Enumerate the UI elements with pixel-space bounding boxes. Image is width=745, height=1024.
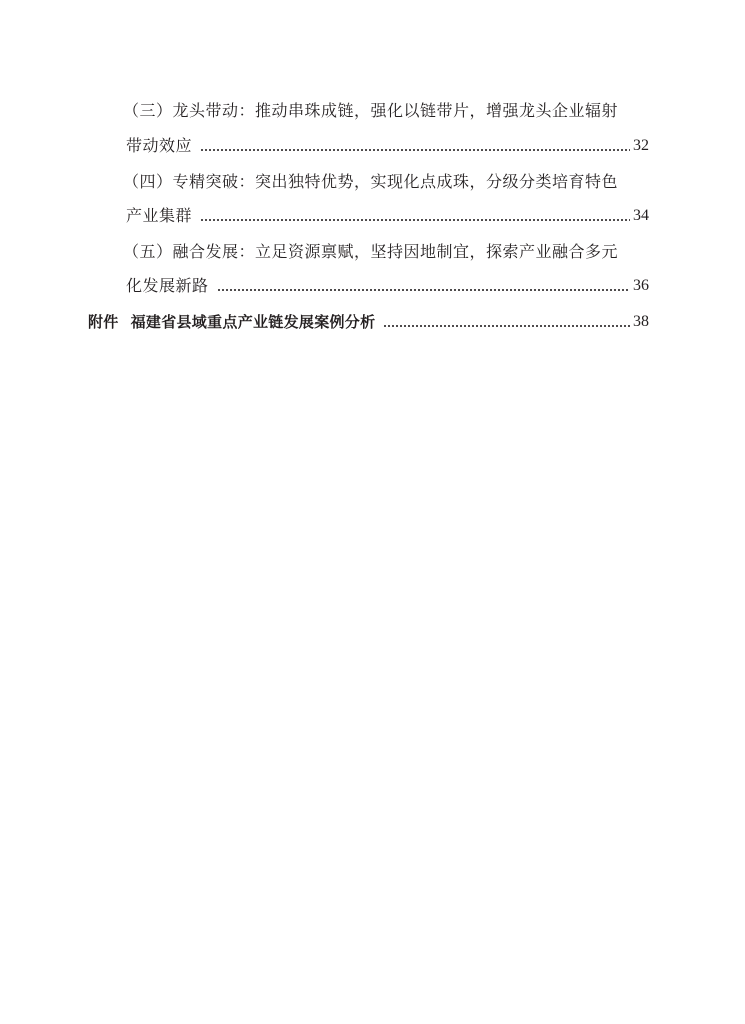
toc-appendix[interactable] (88, 312, 649, 332)
dot-leader (200, 219, 630, 221)
appendix-title: 福建省县域重点产业链发展案例分析 (130, 313, 376, 331)
toc-entry-4-page: 34 (633, 207, 649, 224)
toc-entry-5-line2[interactable] (126, 276, 649, 296)
appendix-label: 附件 (88, 313, 119, 331)
dot-leader (217, 289, 630, 291)
dot-leader (383, 325, 630, 327)
toc-entry-4-tail: 产业集群 (126, 206, 193, 225)
dot-leader (200, 149, 630, 151)
toc-entry-3-page: 32 (633, 137, 649, 154)
toc-entry-3-line2[interactable] (126, 136, 649, 156)
toc-entry-4-line2[interactable] (126, 206, 649, 226)
toc-entry-3-tail: 带动效应 (126, 136, 193, 155)
appendix-page: 38 (633, 313, 649, 330)
toc-entry-3-line1: （三）龙头带动：推动串珠成链，强化以链带片，增强龙头企业辐射 (123, 101, 619, 120)
toc-entry-5-tail: 化发展新路 (126, 276, 209, 295)
toc-entry-4-line1: （四）专精突破：突出独特优势，实现化点成珠，分级分类培育特色 (123, 172, 619, 191)
toc-entry-5-page: 36 (633, 277, 649, 294)
toc-entry-5-line1: （五）融合发展：立足资源禀赋，坚持因地制宜，探索产业融合多元 (123, 242, 619, 261)
